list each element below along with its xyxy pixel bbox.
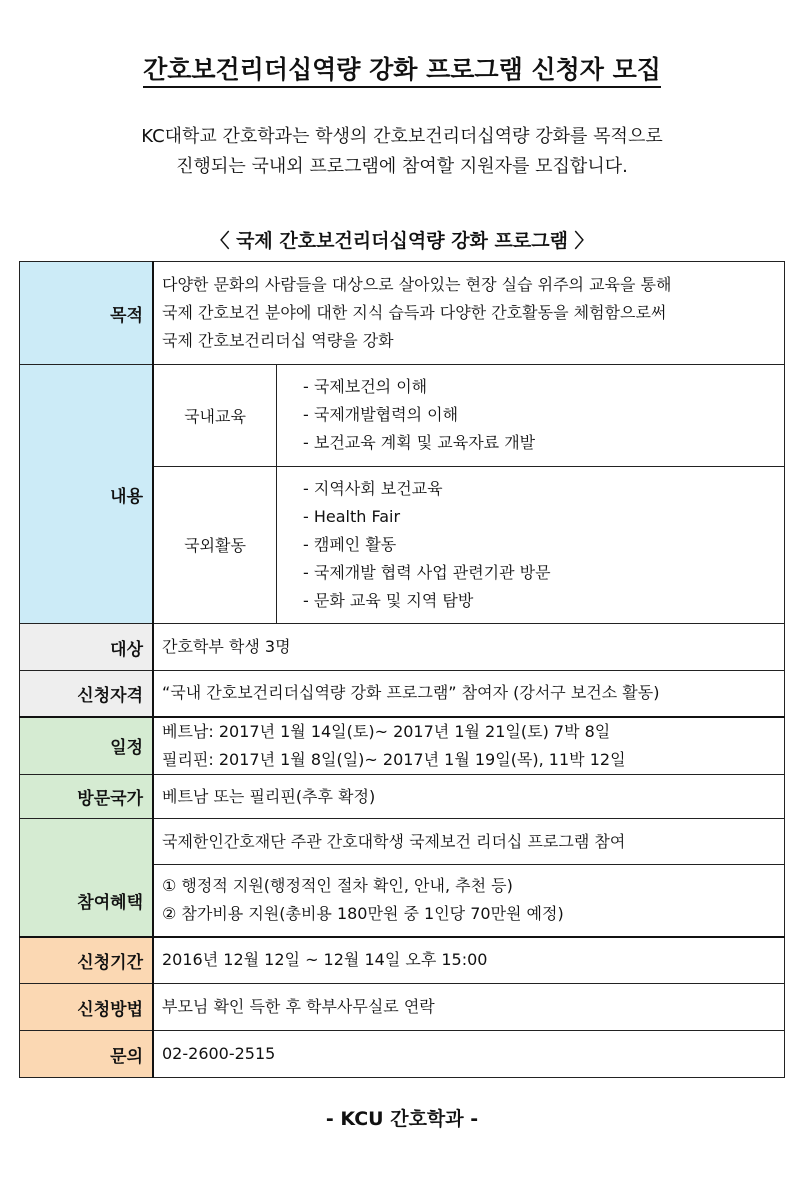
purpose-line: 다양한 문화의 사람들을 대상으로 살아있는 현장 실습 위주의 교육을 통해	[162, 275, 672, 294]
purpose-line: 국제 간호보건리더십 역량을 강화	[162, 331, 394, 350]
row-qualification	[20, 671, 785, 717]
country-label: 방문국가	[20, 775, 154, 819]
schedule-label: 일정	[20, 717, 154, 775]
inquiry-value: 02-2600-2515	[153, 1031, 785, 1078]
row-content	[20, 365, 785, 624]
domestic-item: - 보건교육 계획 및 교육자료 개발	[303, 433, 536, 453]
domestic-item: - 국제보건의 이해	[303, 377, 428, 397]
page-title	[0, 50, 804, 86]
method-value: 부모님 확인 득한 후 학부사무실로 연락	[153, 984, 785, 1031]
purpose-line: 국제 간호보건 분야에 대한 지식 습득과 다양한 간호활동을 체험함으로써	[162, 303, 667, 322]
program-info-table	[19, 261, 785, 1078]
row-purpose	[20, 262, 785, 365]
domestic-label: 국내교육	[154, 365, 277, 466]
intro-text	[0, 122, 804, 182]
benefits-line: ① 행정적 지원(행정적인 절차 확인, 안내, 추천 등)	[162, 876, 513, 896]
benefits-line: ② 참가비용 지원(총비용 180만원 중 1인당 70만원 예정)	[162, 904, 564, 924]
domestic-items	[277, 365, 785, 466]
period-label: 신청기간	[20, 937, 154, 984]
row-schedule	[20, 717, 785, 775]
overseas-item: - 캠페인 활동	[303, 534, 397, 554]
target-value: 간호학부 학생 3명	[153, 624, 785, 671]
method-label: 신청방법	[20, 984, 154, 1031]
benefits-value	[153, 865, 785, 937]
row-period	[20, 937, 785, 984]
row-benefits-top	[20, 819, 785, 865]
domestic-item: - 국제개발협력의 이해	[303, 405, 459, 425]
schedule-value	[153, 717, 785, 775]
row-country	[20, 775, 785, 819]
row-method	[20, 984, 785, 1031]
schedule-line-vietnam: 베트남: 2017년 1월 14일(토)~ 2017년 1월 21일(토) 7박 8일	[162, 721, 611, 741]
overseas-item: - Health Fair	[303, 506, 401, 526]
program-subtitle: 〈 국제 간호보건리더십역량 강화 프로그램 〉	[210, 230, 594, 252]
content-label: 내용	[20, 365, 154, 624]
overseas-label: 국외활동	[154, 466, 277, 623]
inquiry-label: 문의	[20, 1031, 154, 1078]
benefits-label: 참여혜택	[20, 865, 154, 937]
schedule-line-philippines: 필리핀: 2017년 1월 8일(일)~ 2017년 1월 19일(목), 11박 12일	[162, 749, 626, 769]
domestic-row	[154, 365, 784, 466]
benefits-label-top	[20, 819, 154, 865]
row-inquiry	[20, 1031, 785, 1078]
page-title-text: 간호보건리더십역량 강화 프로그램 신청자 모집	[143, 55, 661, 88]
intro-line: 진행되는 국내외 프로그램에 참여할 지원자를 모집합니다.	[176, 156, 628, 177]
overseas-row	[154, 466, 784, 623]
overseas-items	[277, 466, 785, 623]
target-label: 대상	[20, 624, 154, 671]
overseas-item: - 지역사회 보건교육	[303, 478, 443, 498]
content-subtable	[154, 365, 784, 623]
period-value: 2016년 12월 12일 ~ 12월 14일 오후 15:00	[153, 937, 785, 984]
purpose-label: 목적	[20, 262, 154, 365]
purpose-value	[153, 262, 785, 365]
qualification-label: 신청자격	[20, 671, 154, 717]
intro-line: KC대학교 간호학과는 학생의 간호보건리더십역량 강화를 목적으로	[141, 126, 663, 147]
row-benefits	[20, 865, 785, 937]
row-target	[20, 624, 785, 671]
benefits-program: 국제한인간호재단 주관 간호대학생 국제보건 리더십 프로그램 참여	[153, 819, 785, 865]
qualification-value: “국내 간호보건리더십역량 강화 프로그램” 참여자 (강서구 보건소 활동)	[153, 671, 785, 717]
overseas-item: - 국제개발 협력 사업 관련기관 방문	[303, 562, 551, 582]
country-value: 베트남 또는 필리핀(추후 확정)	[153, 775, 785, 819]
footer-signature: - KCU 간호학과 -	[325, 1108, 479, 1130]
content-value	[153, 365, 785, 624]
overseas-item: - 문화 교육 및 지역 탐방	[303, 590, 474, 610]
